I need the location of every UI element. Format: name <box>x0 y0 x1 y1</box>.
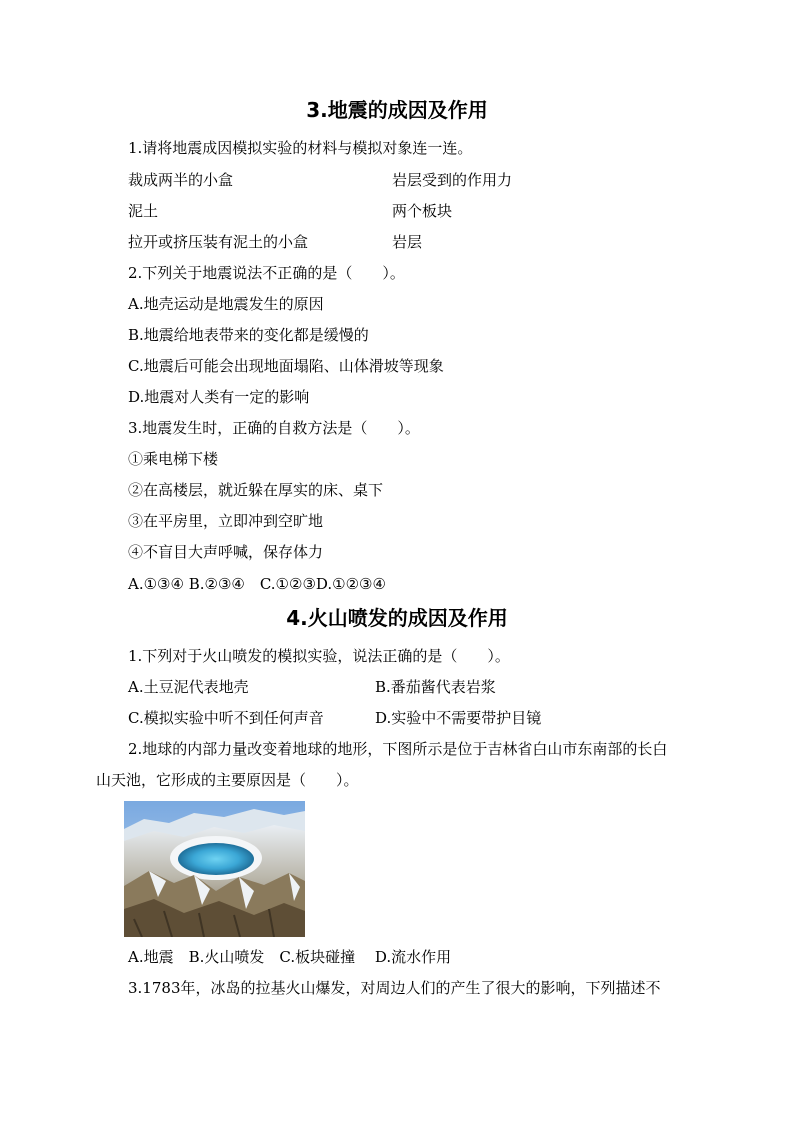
question-2-stem: 2.地球的内部力量改变着地球的地形，下图所示是位于吉林省白山市东南部的长白 <box>128 740 668 758</box>
match-right-item: 岩层受到的作用力 <box>392 171 513 189</box>
match-left-item: 泥土 <box>128 202 159 220</box>
option-d: D.实验中不需要带护目镜 <box>375 709 542 727</box>
match-right-item: 两个板块 <box>392 202 453 220</box>
option-a: A.地壳运动是地震发生的原因 <box>128 295 324 313</box>
section-title-volcano: 4.火山喷发的成因及作用 <box>286 606 508 630</box>
choice-item: ③在平房里，立即冲到空旷地 <box>128 512 324 530</box>
choice-item: ②在高楼层，就近躲在厚实的床、桌下 <box>128 481 384 499</box>
answer-options: A.①③④ B.②③④ C.①②③D.①②③④ <box>128 575 386 593</box>
section-title-earthquake: 3.地震的成因及作用 <box>306 98 488 122</box>
question-2-stem-continued: 山天池，它形成的主要原因是（ ）。 <box>96 771 359 789</box>
option-b: B.番茄酱代表岩浆 <box>375 678 496 696</box>
changbai-tianchi-image <box>124 801 305 937</box>
match-left-item: 裁成两半的小盒 <box>128 171 234 189</box>
choice-item: ①乘电梯下楼 <box>128 450 219 468</box>
question-3-stem: 3.地震发生时，正确的自救方法是（ ）。 <box>128 419 420 437</box>
answer-options: A.地震 B.火山喷发 C.板块碰撞 D.流水作用 <box>128 948 452 966</box>
option-d: D.地震对人类有一定的影响 <box>128 388 310 406</box>
option-c: C.模拟实验中听不到任何声音 <box>128 709 324 727</box>
choice-item: ④不盲目大声呼喊，保存体力 <box>128 543 324 561</box>
question-2-stem: 2.下列关于地震说法不正确的是（ ）。 <box>128 264 405 282</box>
question-1-stem: 1.请将地震成因模拟实验的材料与模拟对象连一连。 <box>128 139 473 157</box>
match-left-item: 拉开或挤压装有泥土的小盒 <box>128 233 309 251</box>
option-c: C.地震后可能会出现地面塌陷、山体滑坡等现象 <box>128 357 444 375</box>
question-3-stem: 3.1783年，冰岛的拉基火山爆发，对周边人们的产生了很大的影响，下列描述不 <box>128 979 661 997</box>
option-b: B.地震给地表带来的变化都是缓慢的 <box>128 326 369 344</box>
question-1-stem: 1.下列对于火山喷发的模拟实验，说法正确的是（ ）。 <box>128 647 510 665</box>
option-a: A.土豆泥代表地壳 <box>128 678 249 696</box>
match-right-item: 岩层 <box>392 233 423 251</box>
